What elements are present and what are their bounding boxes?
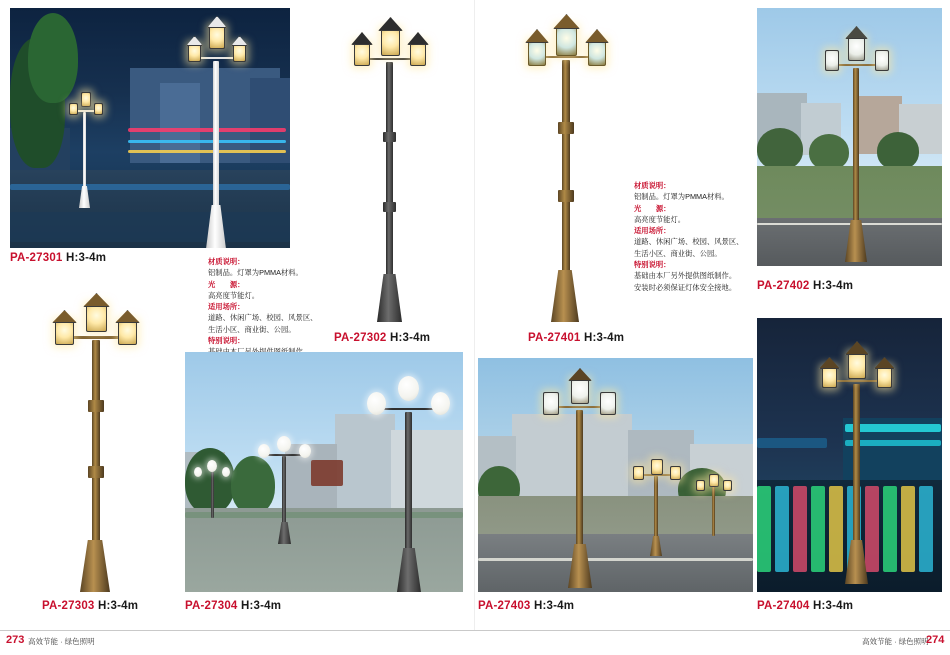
product-height: H:3-4m bbox=[65, 252, 107, 264]
footer-divider bbox=[0, 630, 950, 631]
spec-material-title: 材质说明： bbox=[634, 181, 671, 190]
caption-pa-27403 bbox=[478, 600, 574, 612]
spec-note-line2: 安装时必须保证灯体安全接地。 bbox=[634, 282, 737, 292]
spec-material-body: 铝制品。灯罩为PMMA材料。 bbox=[208, 268, 303, 278]
product-height: H:3-4m bbox=[583, 332, 625, 344]
caption-pa-27301 bbox=[10, 252, 106, 264]
product-code: PA-27303 bbox=[42, 600, 95, 612]
product-code: PA-27301 bbox=[10, 252, 63, 264]
caption-pa-27302 bbox=[334, 332, 430, 344]
product-height: H:3-4m bbox=[812, 600, 854, 612]
spec-light-body: 高亮度节能灯。 bbox=[208, 290, 260, 300]
product-code: PA-27403 bbox=[478, 600, 531, 612]
page-fold-line bbox=[474, 0, 475, 630]
product-height: H:3-4m bbox=[812, 280, 854, 292]
footer-text-right: 高效节能 · 绿色照明 bbox=[862, 637, 929, 646]
product-code: PA-27304 bbox=[185, 600, 238, 612]
product-height: H:3-4m bbox=[240, 600, 282, 612]
product-photo-pa-27402 bbox=[757, 8, 942, 266]
spec-note-title: 特别说明： bbox=[208, 336, 245, 346]
page-number-right: 274 bbox=[926, 634, 945, 646]
product-photo-pa-27403 bbox=[478, 358, 753, 592]
product-code: PA-27404 bbox=[757, 600, 810, 612]
spec-usage-line2: 生活小区、商业街、公园。 bbox=[208, 324, 296, 334]
product-code: PA-27401 bbox=[528, 332, 581, 344]
spec-material-body: 铝制品。灯罩为PMMA材料。 bbox=[634, 192, 729, 202]
spec-usage-title: 适用场所： bbox=[634, 226, 671, 236]
spec-light-title: 光 源： bbox=[634, 203, 671, 213]
product-photo-pa-27401 bbox=[500, 8, 630, 326]
caption-pa-27304 bbox=[185, 600, 281, 612]
caption-pa-27402 bbox=[757, 280, 853, 292]
spec-light-title: 光 源： bbox=[208, 279, 245, 289]
product-photo-pa-27404 bbox=[757, 318, 942, 592]
spec-usage-line1: 道路、休闲广场、校园、风景区、 bbox=[208, 313, 318, 323]
spec-usage-line1: 道路、休闲广场、校园、风景区、 bbox=[634, 237, 744, 247]
product-photo-pa-27302 bbox=[320, 8, 455, 326]
spec-block-right bbox=[634, 180, 754, 293]
page-number-left: 273 bbox=[6, 634, 25, 646]
caption-pa-27404 bbox=[757, 600, 853, 612]
product-photo-pa-27303 bbox=[20, 278, 170, 596]
product-height: H:3-4m bbox=[533, 600, 575, 612]
product-height: H:3-4m bbox=[97, 600, 139, 612]
spec-light-body: 高亮度节能灯。 bbox=[634, 214, 686, 224]
product-photo-pa-27304 bbox=[185, 352, 463, 592]
spec-note-title: 特别说明： bbox=[634, 260, 671, 270]
spec-usage-title: 适用场所： bbox=[208, 302, 245, 312]
product-code: PA-27402 bbox=[757, 280, 810, 292]
spec-note-line1: 基础由本厂另外提供图纸制作。 bbox=[634, 271, 737, 281]
product-code: PA-27302 bbox=[334, 332, 387, 344]
spec-material-title: 材质说明： bbox=[208, 257, 245, 266]
caption-pa-27401 bbox=[528, 332, 624, 344]
spec-usage-line2: 生活小区、商业街、公园。 bbox=[634, 248, 722, 258]
caption-pa-27303 bbox=[42, 600, 138, 612]
product-height: H:3-4m bbox=[389, 332, 431, 344]
footer-text-left: 高效节能 · 绿色照明 bbox=[28, 637, 95, 646]
product-photo-pa-27301 bbox=[10, 8, 290, 248]
